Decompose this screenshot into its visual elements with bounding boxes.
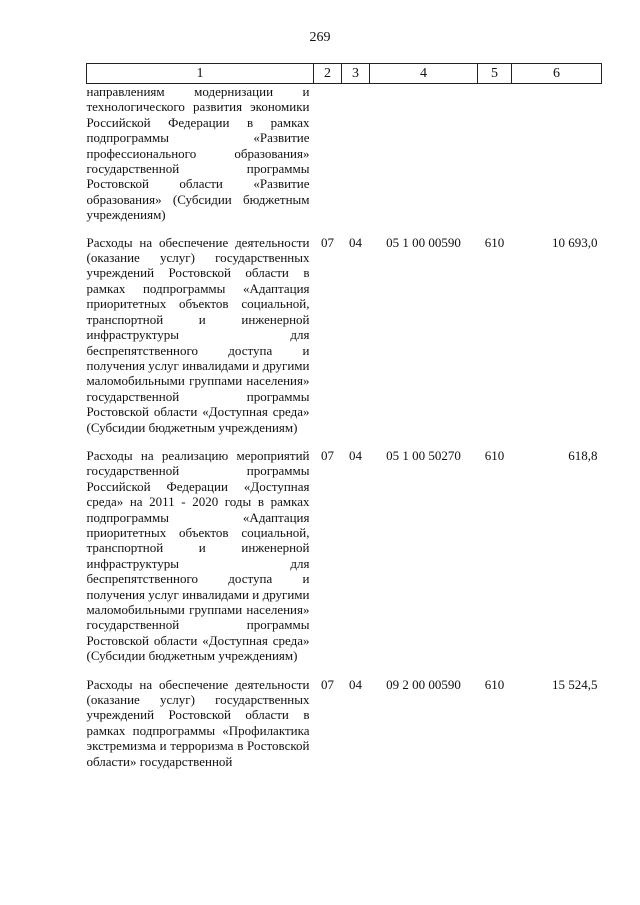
table-row bbox=[87, 84, 602, 235]
row-description: Расходы на реализацию мероприятий государственной программы Российской Федерации «Доступная среда» на 2011 - 2020 годы в рамках подпрограммы «Адаптация приоритетных объектов социальной, транспортной и инженерной инфраструктуры для беспрепятственного доступа и получения услуг инвалидами и другими маломобильными группами населения» государственной программы Ростовской области «Доступная среда» (Субсидии бюджетным учреждениям) bbox=[86, 447, 310, 664]
column-header: 6 bbox=[512, 64, 602, 84]
row-description: Расходы на обеспечение деятельности (оказание услуг) государственных учреждений Ростовской области в рамках подпрограммы «Профилактика экстремизма и терроризма в Ростовской области» государственной bbox=[86, 676, 310, 769]
row-subsection: 04 bbox=[349, 234, 362, 250]
column-header: 3 bbox=[342, 64, 370, 84]
row-target-article: 09 2 00 00590 bbox=[386, 676, 461, 692]
row-target-article: 05 1 00 00590 bbox=[386, 234, 461, 250]
page-number: 269 bbox=[309, 30, 331, 45]
row-expense-type bbox=[478, 84, 512, 235]
budget-table bbox=[86, 63, 602, 782]
row-section: 07 bbox=[321, 234, 334, 250]
row-amount bbox=[512, 84, 602, 235]
column-header: 5 bbox=[478, 64, 512, 84]
column-header: 2 bbox=[314, 64, 342, 84]
row-subsection bbox=[342, 84, 370, 235]
row-section: 07 bbox=[321, 676, 334, 692]
row-target-article: 05 1 00 50270 bbox=[386, 447, 461, 463]
table-row bbox=[87, 235, 602, 448]
row-amount: 10 693,0 bbox=[552, 234, 598, 250]
row-amount: 618,8 bbox=[568, 447, 598, 463]
row-expense-type: 610 bbox=[484, 234, 505, 250]
column-header: 4 bbox=[370, 64, 478, 84]
table-row bbox=[87, 448, 602, 677]
row-description: Расходы на обеспечение деятельности (оказание услуг) государственных учреждений Ростовской области в рамках подпрограммы «Адаптация приоритетных объектов социальной, транспортной и инженерной инфраструктуры для беспрепятственного доступа и получения услуг инвалидами и другими маломобильными группами населения» государственной программы Ростовской области «Доступная среда» (Субсидии бюджетным учреждениям) bbox=[86, 234, 310, 435]
row-subsection: 04 bbox=[349, 676, 362, 692]
row-amount: 15 524,5 bbox=[552, 676, 598, 692]
row-subsection: 04 bbox=[349, 447, 362, 463]
row-expense-type: 610 bbox=[484, 447, 505, 463]
row-description: направлениям модернизации и технологического развития экономики Российской Федерации в рамках подпрограммы «Развитие профессионального образования» государственной программы Ростовской области «Развитие образования» (Субсидии бюджетным учреждениям) bbox=[86, 84, 310, 223]
row-section bbox=[314, 84, 342, 235]
table-row bbox=[87, 677, 602, 782]
column-header: 1 bbox=[87, 64, 314, 84]
table-header bbox=[87, 64, 602, 84]
row-target-article bbox=[370, 84, 478, 235]
row-section: 07 bbox=[321, 447, 334, 463]
row-expense-type: 610 bbox=[484, 676, 505, 692]
